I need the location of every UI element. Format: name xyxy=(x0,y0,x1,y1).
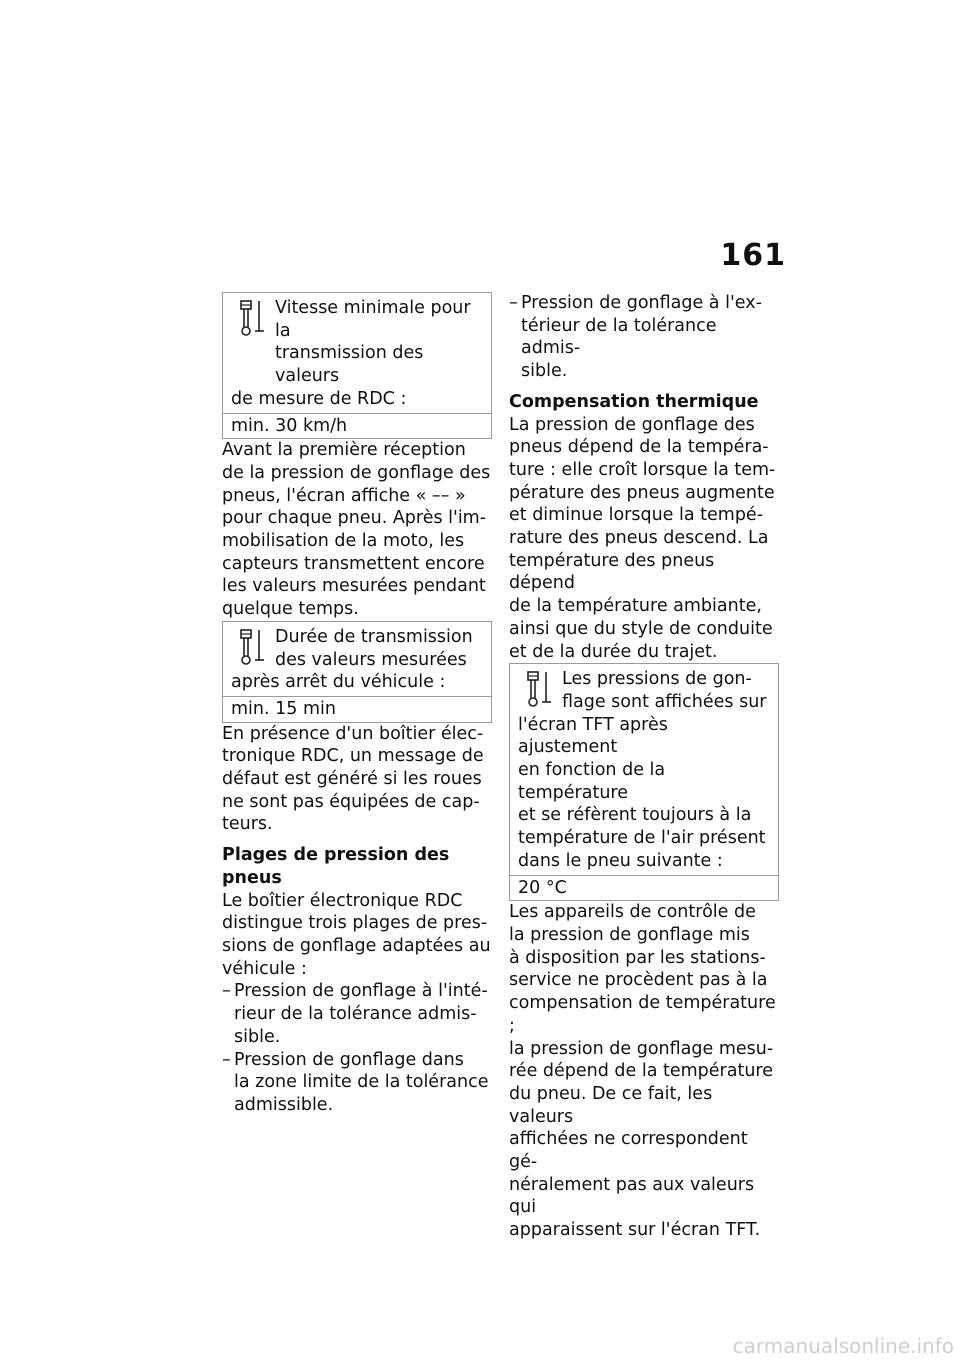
text-line: néralement pas aux valeurs qui xyxy=(509,1174,755,1218)
text-line: capteurs transmettent encore xyxy=(222,553,485,574)
text-line: véhicule : xyxy=(222,958,307,979)
text-line: Pression de gonflage dans xyxy=(234,1049,464,1070)
text-line: Les appareils de contrôle de xyxy=(509,902,756,923)
text-line: pneus dépend de la tempéra- xyxy=(509,437,769,458)
list-item xyxy=(222,1049,492,1117)
text-line: défaut est généré si les roues xyxy=(222,769,482,790)
bullet-list xyxy=(222,980,492,1116)
list-item xyxy=(509,292,779,383)
text-line: quelque temps. xyxy=(222,599,359,620)
text-line: Pression de gonflage à l'ex- xyxy=(521,293,762,313)
text-line: La pression de gonflage des xyxy=(509,414,755,435)
tech-line: Vitesse minimale pour la xyxy=(275,298,471,341)
tech-line: de mesure de RDC : xyxy=(231,388,407,409)
paragraph xyxy=(222,890,492,981)
text-line: En présence d'un boîtier élec- xyxy=(222,723,484,744)
text-line: à disposition par les stations- xyxy=(509,947,766,968)
text-line: de la pression de gonflage des xyxy=(222,462,491,483)
paragraph xyxy=(222,723,492,837)
tech-line: flage sont affichées sur xyxy=(562,691,767,712)
text-line: la pression de gonflage mesu- xyxy=(509,1038,774,1059)
text-line: et de la durée du trajet. xyxy=(509,641,718,662)
page-number: 161 xyxy=(720,238,786,273)
left-column xyxy=(222,292,492,1117)
technical-data-icon xyxy=(524,670,554,710)
bullet-list xyxy=(509,292,779,383)
right-column xyxy=(509,292,779,1242)
text-line: térieur de la tolérance admis- xyxy=(521,315,717,359)
text-line: apparaissent sur l'écran TFT. xyxy=(509,1220,761,1241)
tech-line: l'écran TFT après ajustement xyxy=(518,714,668,758)
section-heading: Compensation thermique xyxy=(509,391,759,412)
paragraph xyxy=(222,439,492,621)
text-line: service ne procèdent pas à la xyxy=(509,970,768,991)
tech-value: min. 15 min xyxy=(223,696,491,722)
technical-data-box xyxy=(509,663,779,901)
text-line: Avant la première réception xyxy=(222,440,466,461)
text-line: pneus, l'écran affiche « –– » xyxy=(222,485,466,506)
text-line: Le boîtier électronique RDC xyxy=(222,890,463,911)
tech-line: transmission des valeurs xyxy=(275,343,424,387)
text-line: ne sont pas équipées de cap- xyxy=(222,791,480,812)
text-line: tronique RDC, un message de xyxy=(222,746,484,767)
tech-line: après arrêt du véhicule : xyxy=(231,672,446,693)
text-line: rature des pneus descend. La xyxy=(509,528,769,549)
text-line: ture : elle croît lorsque la tem- xyxy=(509,459,776,480)
tech-line: et se réfèrent toujours à la xyxy=(518,805,752,826)
section-heading: Plages de pression des pneus xyxy=(222,845,450,888)
text-line: rieur de la tolérance admis- xyxy=(234,1004,477,1025)
technical-data-box xyxy=(222,621,492,723)
text-line: pérature des pneus augmente xyxy=(509,482,775,503)
technical-data-box xyxy=(222,292,492,439)
tech-line: en fonction de la température xyxy=(518,760,666,803)
text-line: Pression de gonflage à l'inté- xyxy=(234,981,488,1002)
technical-data-icon xyxy=(237,299,267,339)
list-item xyxy=(222,980,492,1048)
text-line: affichées ne correspondent gé- xyxy=(509,1129,748,1173)
tech-line: Durée de transmission xyxy=(275,626,473,647)
tech-value: min. 30 km/h xyxy=(223,413,491,439)
technical-data-icon xyxy=(237,628,267,668)
paragraph xyxy=(509,901,779,1242)
tech-value: 20 °C xyxy=(510,875,778,901)
text-line: la zone limite de la tolérance xyxy=(234,1072,489,1093)
tech-line: Les pressions de gon- xyxy=(562,669,752,690)
paragraph xyxy=(509,414,779,664)
text-line: la pression de gonflage mis xyxy=(509,924,750,945)
text-line: ainsi que du style de conduite xyxy=(509,618,773,639)
text-line: rée dépend de la température xyxy=(509,1061,774,1082)
tech-line: des valeurs mesurées xyxy=(275,649,467,670)
text-line: distingue trois plages de pres- xyxy=(222,913,488,934)
text-line: sions de gonflage adaptées au xyxy=(222,935,491,956)
text-line: du pneu. De ce fait, les valeurs xyxy=(509,1083,713,1127)
watermark[interactable]: carmanualsonline.info xyxy=(732,1334,954,1358)
text-line: admissible. xyxy=(234,1094,334,1115)
text-line: compensation de température ; xyxy=(509,993,776,1036)
text-line: pour chaque pneu. Après l'im- xyxy=(222,508,487,529)
text-line: mobilisation de la moto, les xyxy=(222,531,465,552)
text-line: les valeurs mesurées pendant xyxy=(222,576,486,597)
text-line: température des pneus dépend xyxy=(509,550,715,594)
text-line: et diminue lorsque la tempé- xyxy=(509,505,764,526)
text-line: de la température ambiante, xyxy=(509,596,762,617)
tech-line: dans le pneu suivante : xyxy=(518,850,723,871)
text-line: sible. xyxy=(521,361,568,382)
text-line: teurs. xyxy=(222,814,273,835)
tech-line: température de l'air présent xyxy=(518,828,766,849)
text-line: sible. xyxy=(234,1026,281,1047)
